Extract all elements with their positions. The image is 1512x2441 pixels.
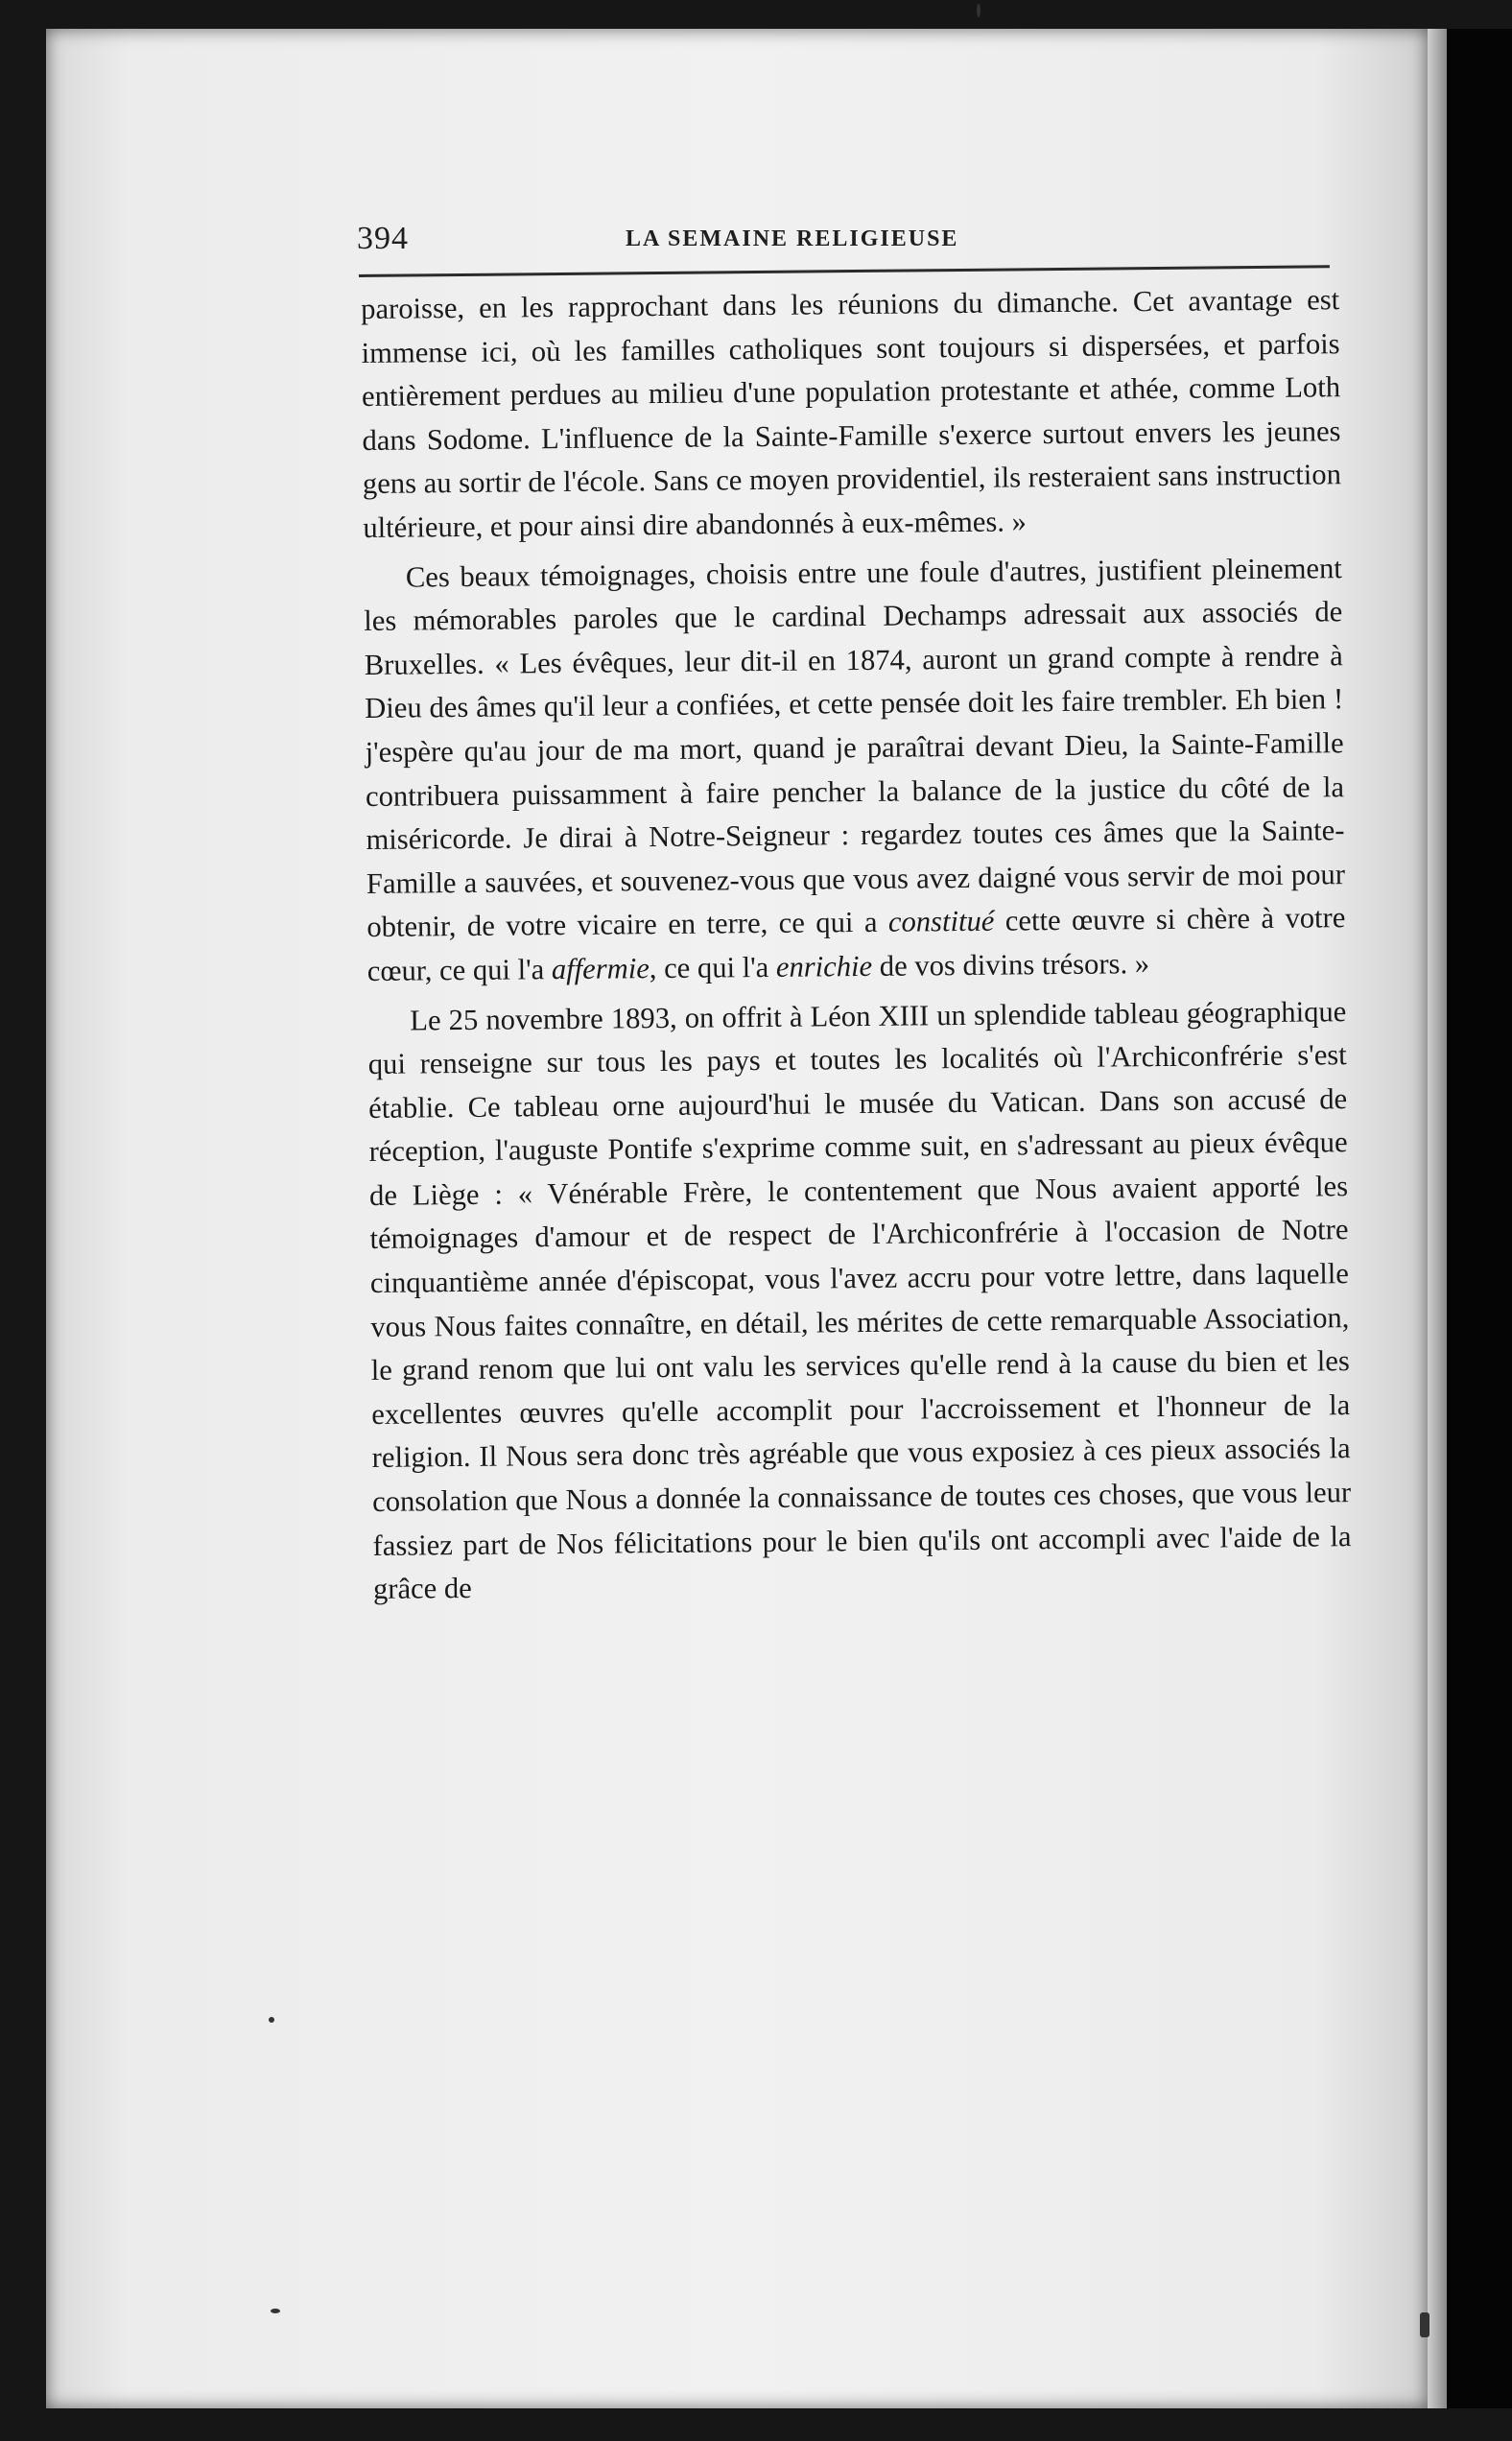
scan-speck [977, 4, 980, 17]
paragraph-3 [367, 990, 1352, 1612]
paragraph-1 [361, 278, 1342, 550]
text-run: Le 25 novembre 1893, on offrit à Léon XIII un splendide tableau géographique qui renseigne sur tous les pays et toutes les localités où l'Archiconfrérie s'est établie. Ce tableau orne aujourd'hui le musée du Vatican. Dans son accusé de réception, l'auguste Pontife s'exprime comme suit, en s'adressant au pieux évêque de Liège : « Vénérable Frère, le contentement que Nous avaient apporté les témoignages d'amour et de respect de l'Archiconfrérie à l'occasion de Notre cinquantième année d'épiscopat, vous l'avez accru pour votre lettre, dans laquelle vous Nous faites connaître, en détail, les mérites de cette remarquable Association, le grand renom que lui ont valu les services qu'elle rend à la cause du bien et les excellentes œuvres qu'elle accomplit pour l'accroissement et l'honneur de la religion. Il Nous sera donc très agréable que vous exposiez à ces pieux associés la consolation que Nous a donnée la connaissance de toutes ces choses, que vous leur fassiez part de Nos félicitations pour le bien qu'ils ont accompli avec l'aide de la grâce de [367, 994, 1352, 1606]
body-text [361, 278, 1352, 1618]
adjacent-page-strip [1447, 29, 1512, 2408]
scan-speck [269, 2017, 274, 2023]
page-header [357, 221, 1316, 263]
text-run: paroisse, en les rapprochant dans les réunions du dimanche. Cet avantage est immense ici, où les familles catholiques sont toujours si dispersées, et parfois entièrement perdues au milieu d'une population protestante et athée, comme Loth dans Sodome. L'influence de la Sainte-Famille s'exerce surtout envers les jeunes gens au sortir de l'école. Sans ce moyen providentiel, ils resteraient sans instruction ultérieure, et pour ainsi dire abandonnés à eux-mêmes. » [361, 283, 1342, 544]
running-title: LA SEMAINE RELIGIEUSE [626, 226, 959, 251]
text-run: Ces beaux témoignages, choisis entre une foule d'autres, justifient pleinement les mémorables paroles que le cardinal Dechamps adressait aux associés de Bruxelles. « Les évêques, leur dit-il en 1874, auront un grand compte à rendre à Dieu des âmes qu'il leur a confiées, et cette pensée doit les faire trembler. Eh bien ! j'espère qu'au jour de ma mort, quand je paraîtrai devant Dieu, la Sainte-Famille contribuera puissamment à faire pencher la balance de la justice du côté de la miséricorde. Je dirai à Notre-Seigneur : regardez toutes ces âmes que la Sainte-Famille a sauvées, et souvenez-vous que vous avez daigné vous servir de moi pour obtenir, de votre vicaire en terre, ce qui a [364, 551, 1346, 944]
text-run: de vos divins trésors. » [871, 947, 1150, 983]
scan-speck [271, 2309, 280, 2313]
italic-text: enrichie [775, 949, 873, 984]
italic-text: constitué [887, 905, 995, 939]
paragraph-2 [364, 547, 1346, 994]
scan-speck [1420, 2312, 1429, 2337]
page-edge-shadow [1428, 29, 1447, 2408]
italic-text: affermie [551, 952, 650, 986]
text-run: , ce qui l'a [649, 950, 777, 985]
page-number: 394 [357, 221, 409, 256]
text-run: cette œuvre si chère à votre cœur, ce qui l'a [366, 901, 1346, 987]
